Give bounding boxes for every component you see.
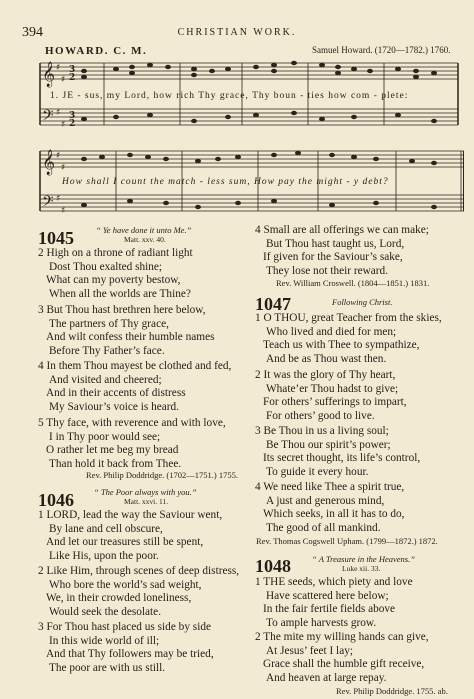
stanza: 3 For Thou hast placed us side by side In this wide world of ill; And that Thy followers may be tried, The poor are with us still. (38, 621, 214, 675)
staff-system-2-treble (40, 151, 464, 167)
treble-clef-icon: 𝄞 (42, 150, 56, 175)
stanza: 2 The mite my willing hands can give, At Jesus’ feet I lay; Grace shall the humble gift receive, And heaven at large repay. (255, 631, 429, 685)
stanza: 1 LORD, lead the way the Saviour went, By lane and cell obscure, And let our treasures still be spent, Like His, upon the poor. (38, 509, 223, 563)
svg-text:♯: ♯ (56, 194, 61, 204)
svg-text:2: 2 (69, 73, 76, 83)
tune-composer: Samuel Howard. (1720—1782.) 1760. (312, 45, 451, 55)
svg-text:♯: ♯ (61, 163, 66, 173)
tune-lyrics-line-2: How shall I count the match - less sum, How pay the might - y debt? (62, 177, 389, 187)
hymn-number: 1047 (255, 294, 291, 314)
hymn-author: Rev. Philip Doddridge. (1702—1751.) 1755. (86, 470, 238, 480)
stanza: 3 But Thou hast brethren here below, The partners of Thy grace, And wilt confess their humble names Before Thy Father’s face. (38, 304, 215, 358)
svg-text:♯: ♯ (56, 108, 61, 118)
svg-text:♯: ♯ (56, 63, 61, 73)
svg-text:3: 3 (69, 111, 76, 121)
stanza: 1 O THOU, great Teacher from the skies, Who lived and died for men; Teach us with Thee to sympathize, And be as Thou wast then. (255, 312, 442, 366)
stanza: 1 THE seeds, which piety and love Have scattered here below; In the fair fertile fields above To ample harvests grow. (255, 576, 413, 630)
hymn-epigraph: “ The Poor always with you.” (94, 487, 197, 497)
music-score (32, 57, 464, 227)
hymn-author: Rev. Thomas Cogswell Upham. (1799—1872.) 1872. (256, 536, 438, 546)
staff-system-2-bass (40, 195, 464, 211)
svg-text:♯: ♯ (61, 206, 66, 216)
stanza: 5 Thy face, with reverence and with love, I in Thy poor would see; O rather let me beg my bread Than hold it back from Thee. (38, 417, 226, 471)
hymn-number: 1046 (38, 490, 74, 510)
staff-system-1-bass (40, 109, 458, 125)
hymn-epigraph: Following Christ. (332, 297, 393, 307)
hymn-author: Rev. William Croswell. (1804—1851.) 1831. (276, 278, 430, 288)
bass-clef-icon: 𝄢 (42, 193, 54, 214)
running-title: CHRISTIAN WORK. (177, 27, 297, 38)
stanza: 4 Small are all offerings we can make; But Thou hast taught us, Lord, If given for the Saviour’s sake, They lose not their reward. (255, 224, 429, 278)
svg-text:3: 3 (69, 65, 76, 75)
hymn-epigraph: “ A Treasure in the Heavens.” (312, 554, 415, 564)
hymn-epigraph: “ Ye have done it unto Me.” (96, 225, 192, 235)
tune-lyrics-line-1: 1. JE - sus, my Lord, how rich Thy grace, Thy boun - ties how com - plete: (50, 91, 409, 101)
staff-system-1-treble (40, 63, 458, 79)
stanza: 2 High on a throne of radiant light Dost Thou exalted shine; What can my poverty bestow, When all the worlds are Thine? (38, 247, 193, 301)
stanza: 4 We need like Thee a spirit true, A just and generous mind, Which seeks, in all it has to do, The good of all mankind. (255, 481, 405, 535)
svg-text:♯: ♯ (61, 120, 66, 130)
hymn-reference: Matt. xxv. 40. (124, 235, 166, 244)
tune-name: HOWARD. C. M. (45, 45, 148, 57)
stanza: 2 It was the glory of Thy heart, Whate’er Thou hadst to give; For others’ sufferings to impart, For others’ good to live. (255, 369, 407, 423)
hymn-reference: Matt. xxvi. 11. (124, 497, 169, 506)
svg-text:2: 2 (69, 119, 76, 129)
stanza: 2 Like Him, through scenes of deep distress, Who bore the world’s sad weight, We, in their crowded loneliness, Would seek the desolate. (38, 565, 240, 619)
hymn-author: Rev. Philip Doddridge. 1755. ab. (336, 686, 448, 696)
svg-text:♯: ♯ (61, 75, 66, 85)
hymn-number: 1045 (38, 228, 74, 248)
treble-clef-icon: 𝄞 (42, 62, 56, 87)
svg-text:♯: ♯ (56, 151, 61, 161)
stanza: 4 In them Thou mayest be clothed and fed, And visited and cheered; And in their accents of distress My Saviour’s voice is heard. (38, 360, 232, 414)
page-number: 394 (22, 25, 43, 40)
hymn-number: 1048 (255, 556, 291, 576)
stanza: 3 Be Thou in us a living soul; Be Thou our spirit’s power; Its secret thought, its life’s control, To guide it every hour. (255, 425, 421, 479)
bass-clef-icon: 𝄢 (42, 107, 54, 128)
hymn-reference: Luke xii. 33. (342, 564, 381, 573)
